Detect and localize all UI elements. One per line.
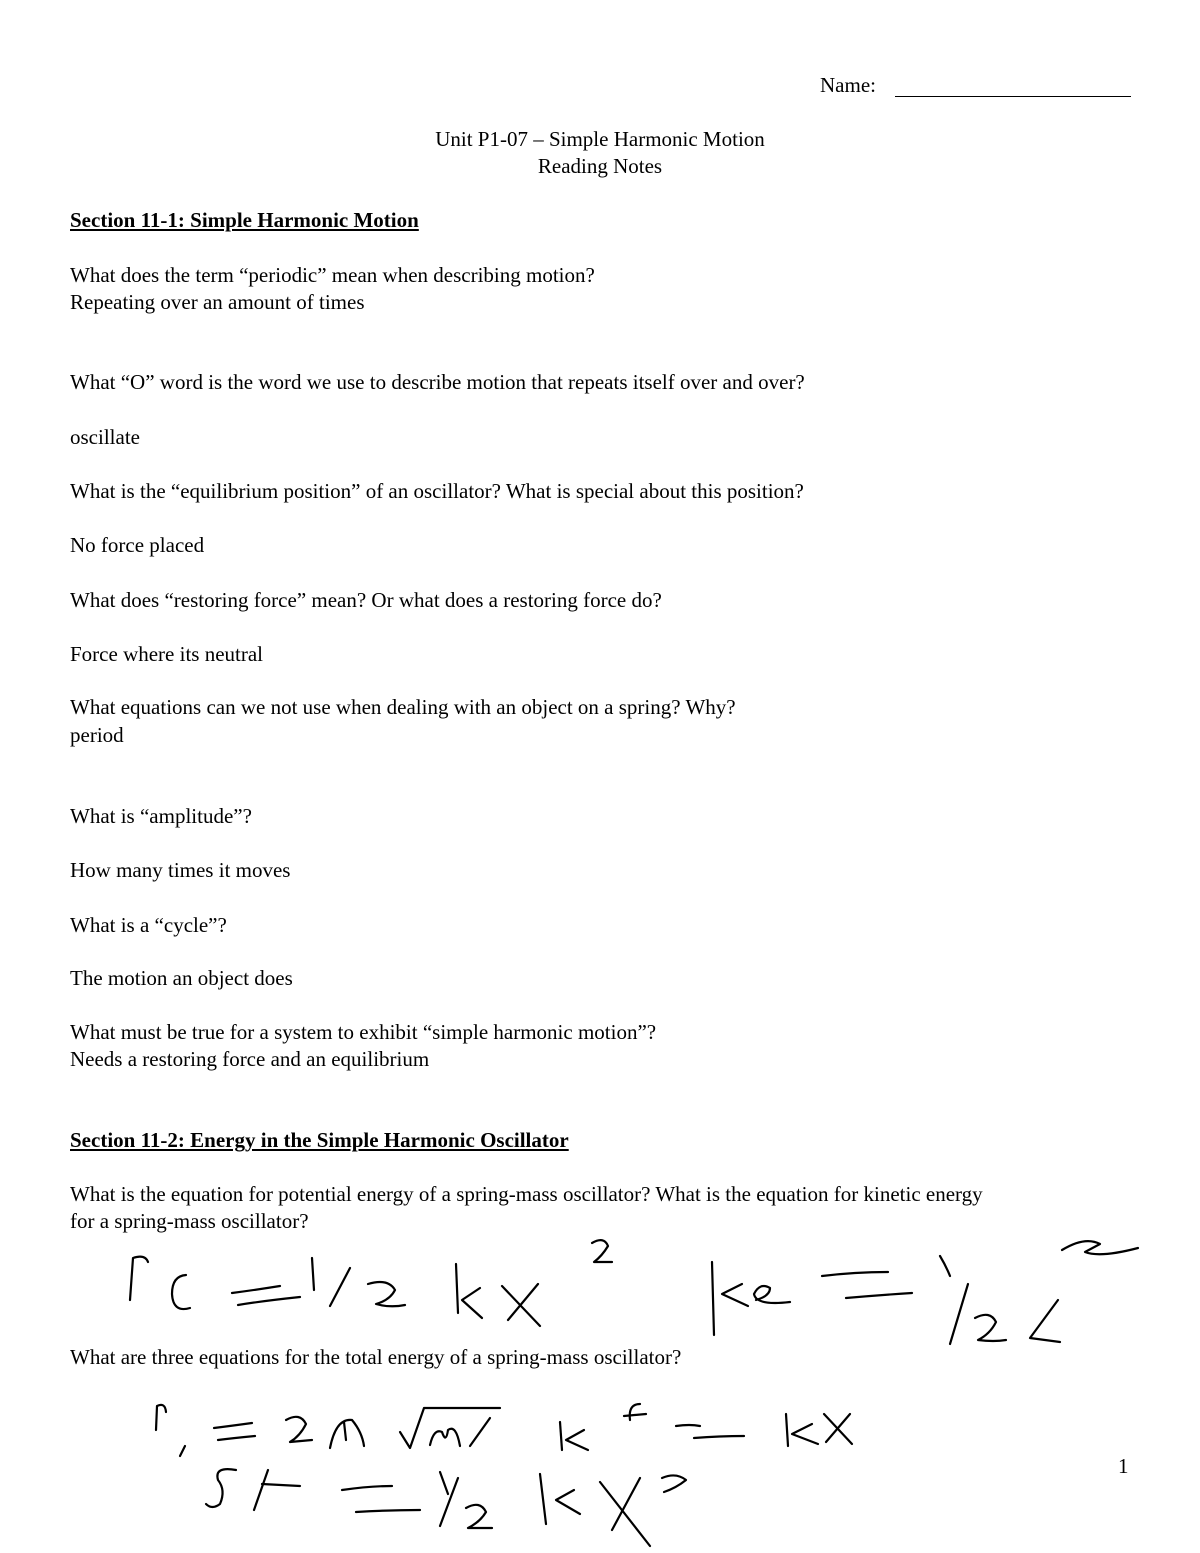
answer-o-word: oscillate	[70, 425, 140, 449]
answer-spring-equations: period	[70, 723, 124, 747]
document-title: Unit P1-07 – Simple Harmonic Motion	[435, 127, 765, 151]
question-restoring-force: What does “restoring force” mean? Or what does a restoring force do?	[70, 588, 662, 612]
name-label: Name:	[820, 73, 876, 97]
section-heading-11-2: Section 11-2: Energy in the Simple Harmonic Oscillator	[70, 1128, 569, 1152]
question-o-word: What “O” word is the word we use to describe motion that repeats itself over and over?	[70, 370, 805, 394]
question-amplitude: What is “amplitude”?	[70, 804, 252, 828]
answer-cycle: The motion an object does	[70, 966, 293, 990]
document-subtitle: Reading Notes	[537, 154, 663, 178]
handwritten-energy-equations	[130, 1240, 1138, 1344]
answer-restoring-force: Force where its neutral	[70, 642, 264, 666]
answer-amplitude: How many times it moves	[70, 858, 291, 882]
question-cycle: What is a “cycle”?	[70, 913, 227, 937]
question-pe-ke-line2: for a spring-mass oscillator?	[70, 1209, 309, 1233]
section-heading-11-1: Section 11-1: Simple Harmonic Motion	[70, 208, 419, 232]
question-pe-ke-line1: What is the equation for potential energy of a spring-mass oscillator? What is the equation for kinetic energy	[70, 1182, 983, 1206]
question-shm-conditions: What must be true for a system to exhibit “simple harmonic motion”?	[70, 1020, 657, 1044]
answer-periodic: Repeating over an amount of times	[70, 290, 365, 314]
question-spring-equations: What equations can we not use when dealing with an object on a spring? Why?	[70, 695, 736, 719]
handwritten-total-energy-row1	[156, 1404, 852, 1456]
question-equilibrium: What is the “equilibrium position” of an oscillator? What is special about this position?	[70, 479, 804, 503]
answer-shm-conditions: Needs a restoring force and an equilibrium	[70, 1047, 430, 1071]
question-periodic: What does the term “periodic” mean when describing motion?	[70, 263, 595, 287]
answer-equilibrium: No force placed	[70, 533, 205, 557]
question-total-energy: What are three equations for the total energy of a spring-mass oscillator?	[70, 1345, 682, 1369]
handwritten-total-energy-row2	[206, 1469, 686, 1546]
page-number: 1	[1118, 1454, 1129, 1478]
